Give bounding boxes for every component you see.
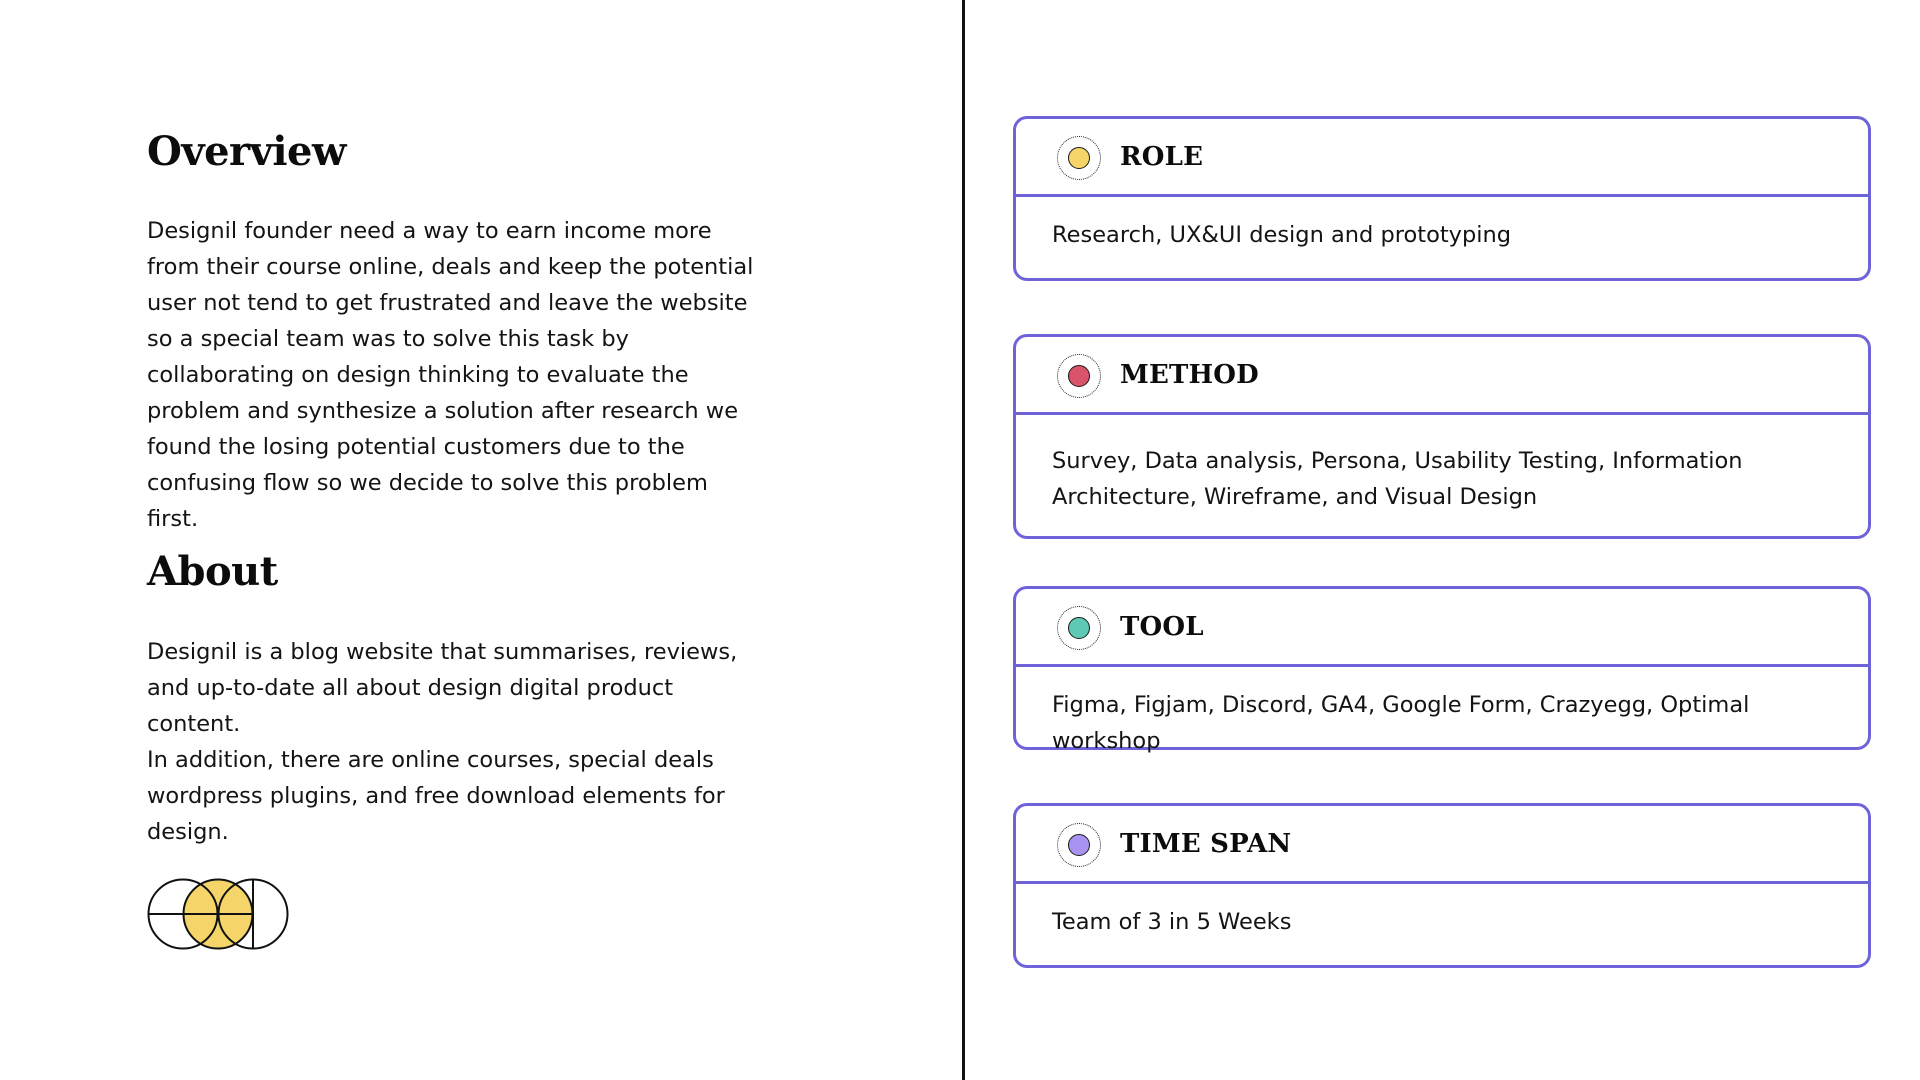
time-span-card-header [1016,806,1868,884]
role-card [1013,116,1871,281]
method-card [1013,334,1871,539]
about-paragraph [147,634,757,850]
tool-card [1013,586,1871,754]
left-column [147,0,797,1080]
about-line-1: Designil is a blog website that summarises, reviews, and up-to-date all about design digital product content. [147,639,738,737]
about-line-2: In addition, there are online courses, special deals wordpress plugins, and free download elements for design. [147,747,725,845]
venn-circles-icon [147,878,289,950]
overview-heading: Overview [147,128,346,175]
tool-card-header [1016,589,1868,667]
tool-card-body: Figma, Figjam, Discord, GA4, Google Form, Crazyegg, Optimal workshop [1052,692,1750,754]
method-card-body: Survey, Data analysis, Persona, Usability Testing, Information Architecture, Wireframe, and Visual Design [1052,448,1743,510]
overview-paragraph: Designil founder need a way to earn income more from their course online, deals and keep the potential user not tend to get frustrated and leave the website so a special team was to solve this task by collaborating on design thinking to evaluate the problem and synthesize a solution after research we found the losing potential customers due to the confusing flow so we decide to solve this problem first. [147,218,754,532]
time-span-card-body: Team of 3 in 5 Weeks [1052,909,1292,935]
tool-card-title: TOOL [1120,612,1204,642]
method-card-header [1016,337,1868,415]
tool-dot-icon [1057,606,1101,650]
role-card-header [1016,119,1868,197]
time-span-card-title: TIME SPAN [1120,829,1292,859]
method-card-title: METHOD [1120,360,1259,390]
time-span-card [1013,803,1871,968]
role-card-title: ROLE [1120,142,1204,172]
time-span-dot-icon [1057,823,1101,867]
method-dot-icon [1057,354,1101,398]
vertical-divider [962,0,965,1080]
about-heading: About [147,548,278,595]
role-card-body: Research, UX&UI design and prototyping [1052,222,1512,248]
role-dot-icon [1057,136,1101,180]
